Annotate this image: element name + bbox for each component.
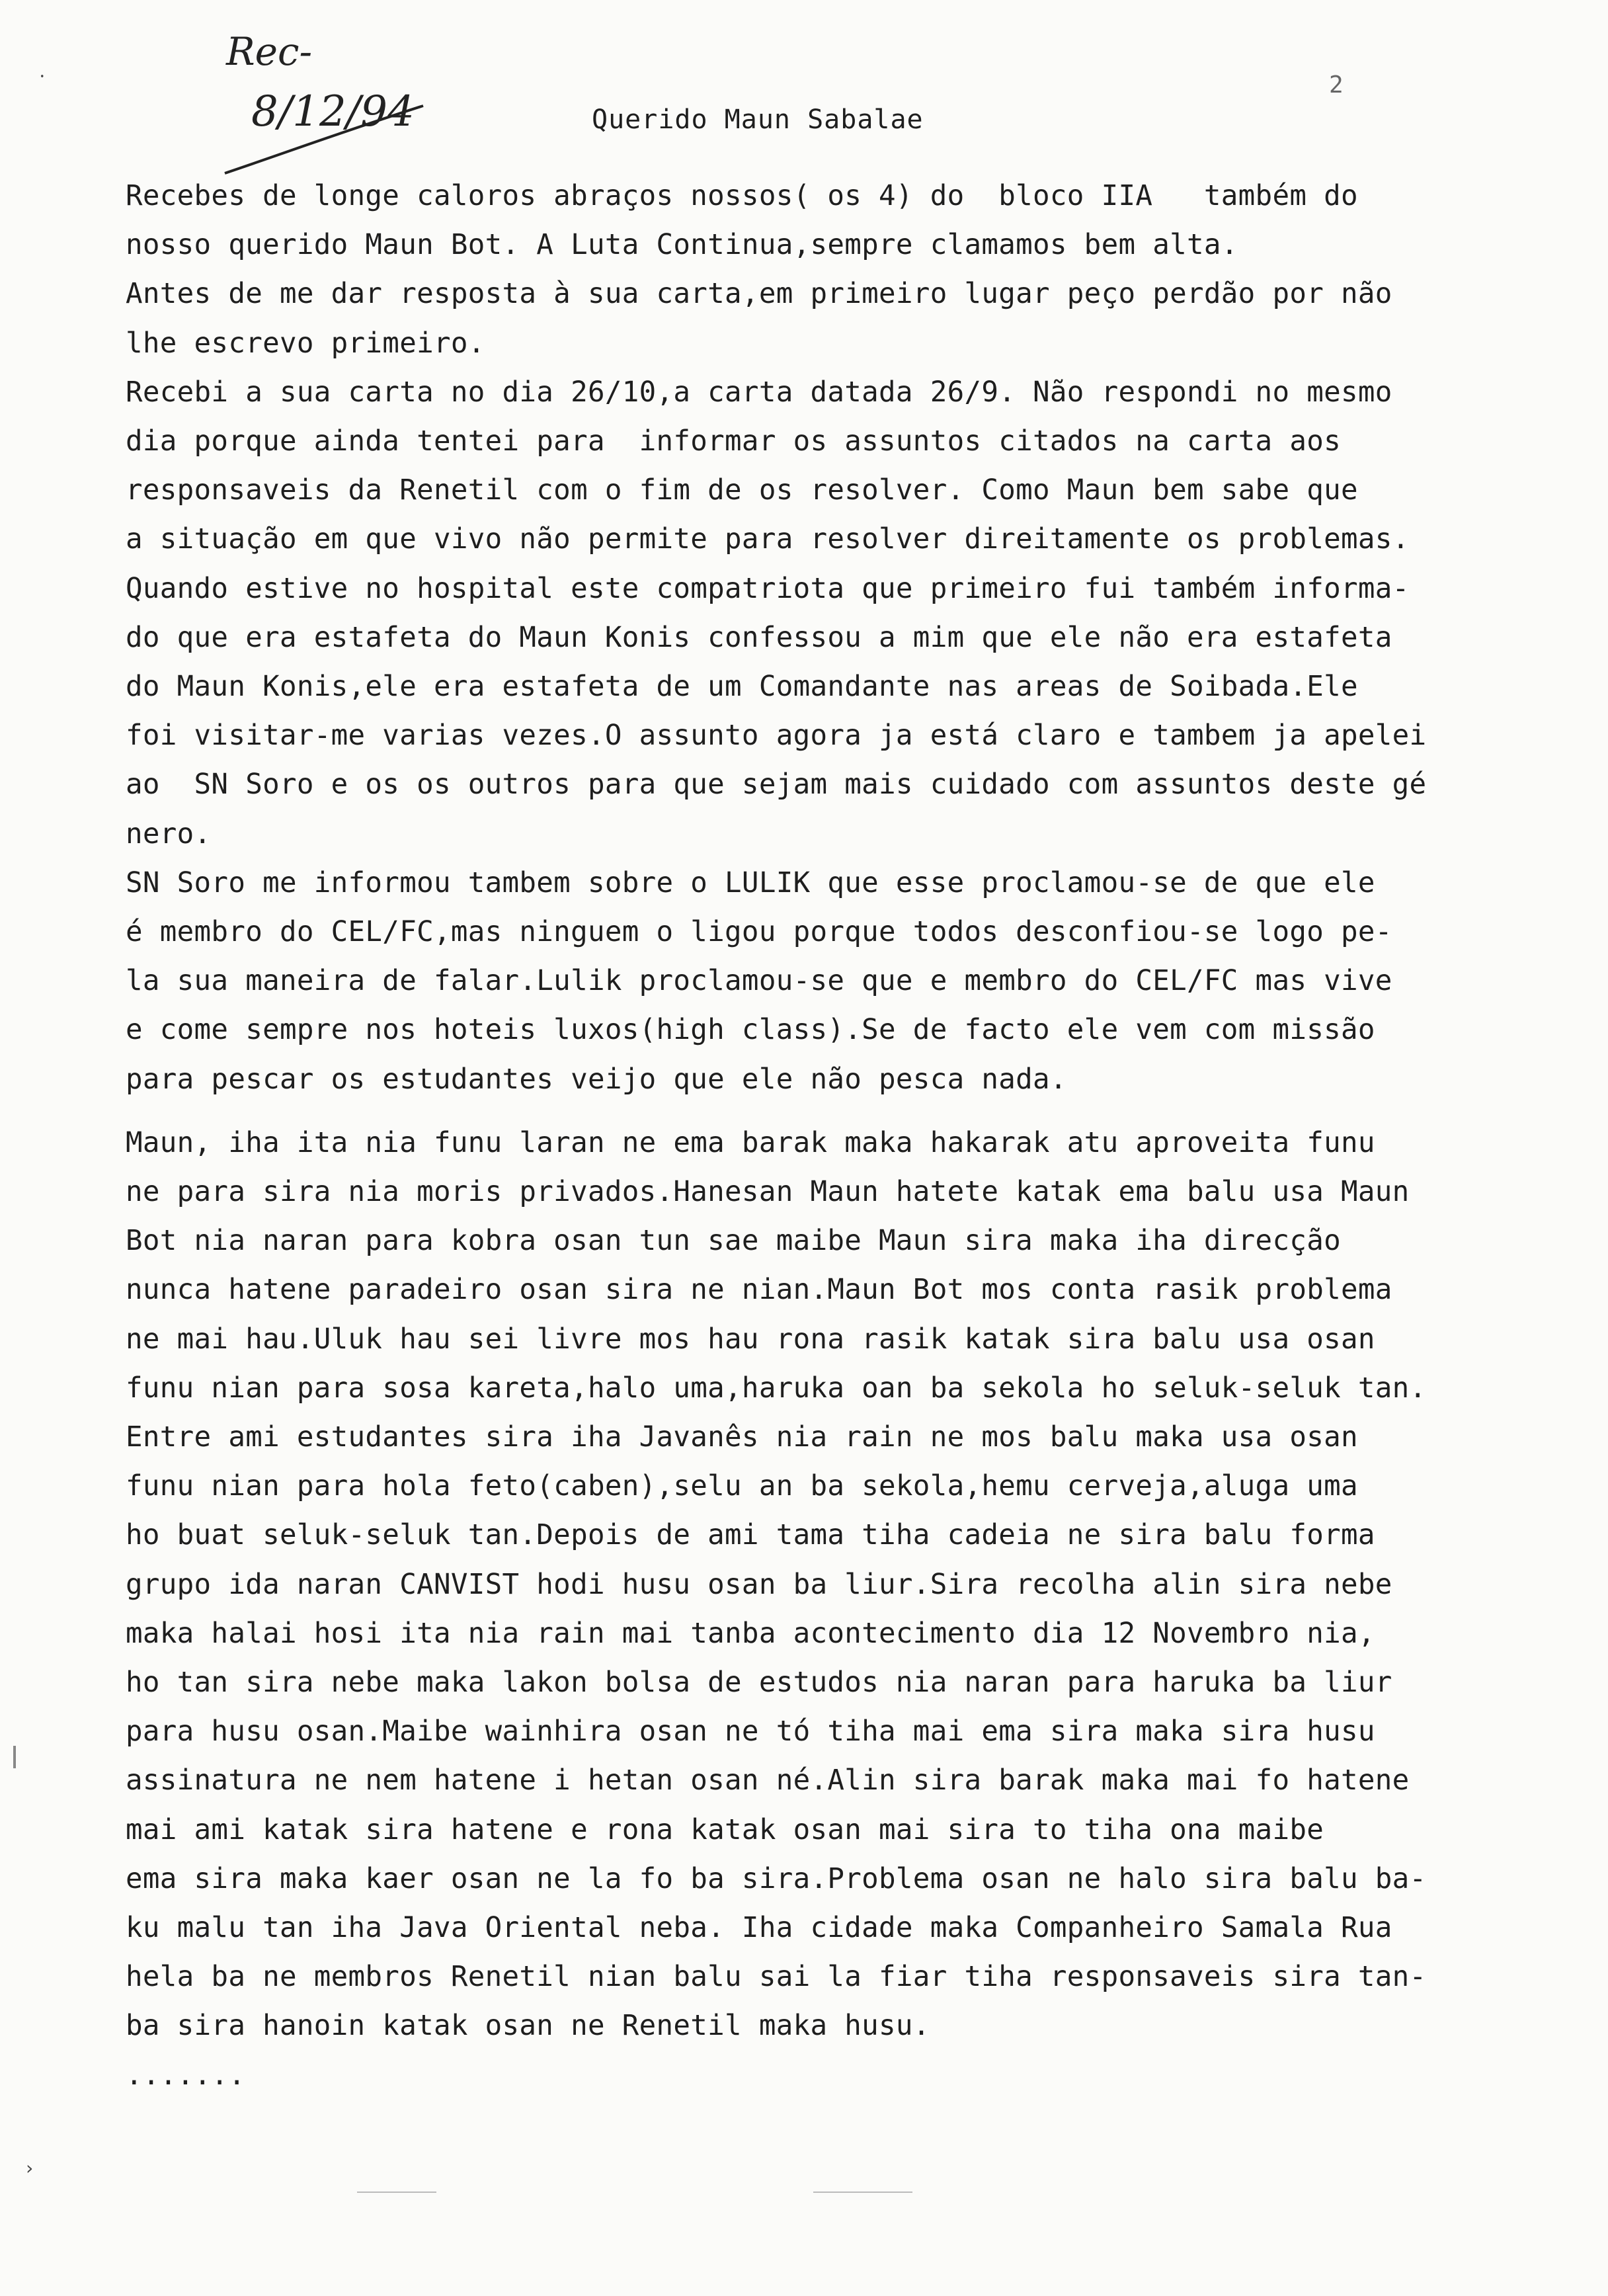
letter-line: dia porque ainda tentei para informar os assuntos citados na carta aos — [126, 425, 1341, 458]
letter-line: ao SN Soro e os os outros para que sejam mais cuidado com assuntos deste gé — [126, 768, 1427, 801]
letter-line: é membro do CEL/FC,mas ninguem o ligou porque todos desconfiou-se logo pe- — [126, 916, 1392, 948]
letter-line: responsaveis da Renetil com o fim de os resolver. Como Maun bem sabe que — [126, 474, 1358, 507]
letter-line: para pescar os estudantes veijo que ele não pesca nada. — [126, 1063, 1067, 1096]
letter-line: la sua maneira de falar.Lulik proclamou-se que e membro do CEL/FC mas vive — [126, 965, 1392, 998]
page-number: 2 — [1329, 71, 1346, 99]
letter-line: Bot nia naran para kobra osan tun sae maibe Maun sira maka iha direcção — [126, 1225, 1341, 1258]
letter-line: e come sempre nos hoteis luxos(high class).Se de facto ele vem com missão — [126, 1014, 1375, 1047]
letter-line: ho tan sira nebe maka lakon bolsa de estudos nia naran para haruka ba liur — [126, 1666, 1392, 1699]
footer-smudge — [357, 2192, 436, 2193]
letter-line: funu nian para hola feto(caben),selu an ba sekola,hemu cerveja,aluga uma — [126, 1470, 1358, 1503]
letter-line: Maun, iha ita nia funu laran ne ema barak maka hakarak atu aproveita funu — [126, 1126, 1375, 1159]
letter-line: assinatura ne nem hatene i hetan osan né.Alin sira barak maka mai fo hatene — [126, 1764, 1410, 1797]
letter-line: do Maun Konis,ele era estafeta de um Comandante nas areas de Soibada.Ele — [126, 671, 1358, 703]
letter-line: foi visitar-me varias vezes.O assunto agora ja está claro e tambem ja apelei — [126, 719, 1427, 753]
handwritten-line-2: 8/12/94 — [251, 87, 415, 136]
letter-line: ho buat seluk-seluk tan.Depois de ami tama tiha cadeia ne sira balu forma — [126, 1519, 1375, 1552]
letter-line: Quando estive no hospital este compatriota que primeiro fui também informa- — [126, 572, 1410, 605]
letter-line: Recebi a sua carta no dia 26/10,a carta datada 26/9. Não respondi no mesmo — [126, 376, 1392, 409]
salutation: Querido Maun Sabalae — [592, 104, 924, 135]
letter-line: funu nian para sosa kareta,halo uma,haruka oan ba sekola ho seluk-seluk tan. — [126, 1372, 1427, 1405]
letter-line: SN Soro me informou tambem sobre o LULIK que esse proclamou-se de que ele — [126, 866, 1375, 899]
letter-line: para husu osan.Maibe wainhira osan ne tó tiha mai ema sira maka sira husu — [126, 1715, 1375, 1748]
letter-line: Antes de me dar resposta à sua carta,em primeiro lugar peço perdão por não — [126, 278, 1392, 311]
letter-line: do que era estafeta do Maun Konis confessou a mim que ele não era estafeta — [126, 621, 1392, 654]
letter-line: Recebes de longe caloros abraços nossos( os 4) do bloco IIA também do — [126, 180, 1358, 212]
footer-smudge — [813, 2192, 912, 2193]
letter-line: ku malu tan iha Java Oriental neba. Iha cidade maka Companheiro Samala Rua — [126, 1912, 1392, 1944]
letter-line: Entre ami estudantes sira iha Javanês nia rain ne mos balu maka usa osan — [126, 1421, 1358, 1454]
handwritten-date-note — [225, 26, 443, 185]
handwritten-note-graphic — [225, 26, 443, 185]
letter-line: ema sira maka kaer osan ne la fo ba sira.Problema osan ne halo sira balu ba- — [126, 1862, 1427, 1895]
scan-speck: ⸱ — [40, 65, 45, 87]
letter-line: maka halai hosi ita nia rain mai tanba acontecimento dia 12 Novembro nia, — [126, 1617, 1375, 1650]
letter-line: a situação em que vivo não permite para resolver direitamente os problemas. — [126, 523, 1410, 556]
letter-line: grupo ida naran CANVIST hodi husu osan ba liur.Sira recolha alin sira nebe — [126, 1568, 1392, 1601]
letter-line: ba sira hanoin katak osan ne Renetil maka husu. — [126, 2010, 930, 2043]
scan-speck: › — [24, 2157, 35, 2179]
margin-mark — [13, 1746, 16, 1768]
letter-line: ....... — [126, 2059, 246, 2092]
letter-line: nosso querido Maun Bot. A Luta Continua,sempre clamamos bem alta. — [126, 229, 1238, 262]
letter-line: ne mai hau.Uluk hau sei livre mos hau rona rasik katak sira balu usa osan — [126, 1323, 1375, 1356]
letter-line: hela ba ne membros Renetil nian balu sai la fiar tiha responsaveis sira tan- — [126, 1961, 1427, 1994]
letter-line: nero. — [126, 817, 212, 850]
letter-line: lhe escrevo primeiro. — [126, 327, 485, 360]
letter-line: ne para sira nia moris privados.Hanesan Maun hatete katak ema balu usa Maun — [126, 1176, 1410, 1208]
letter-line: mai ami katak sira hatene e rona katak osan mai sira to tiha ona maibe — [126, 1813, 1324, 1846]
letter-line: nunca hatene paradeiro osan sira ne nian.Maun Bot mos conta rasik problema — [126, 1274, 1392, 1307]
handwritten-line-1: Rec- — [226, 29, 313, 74]
